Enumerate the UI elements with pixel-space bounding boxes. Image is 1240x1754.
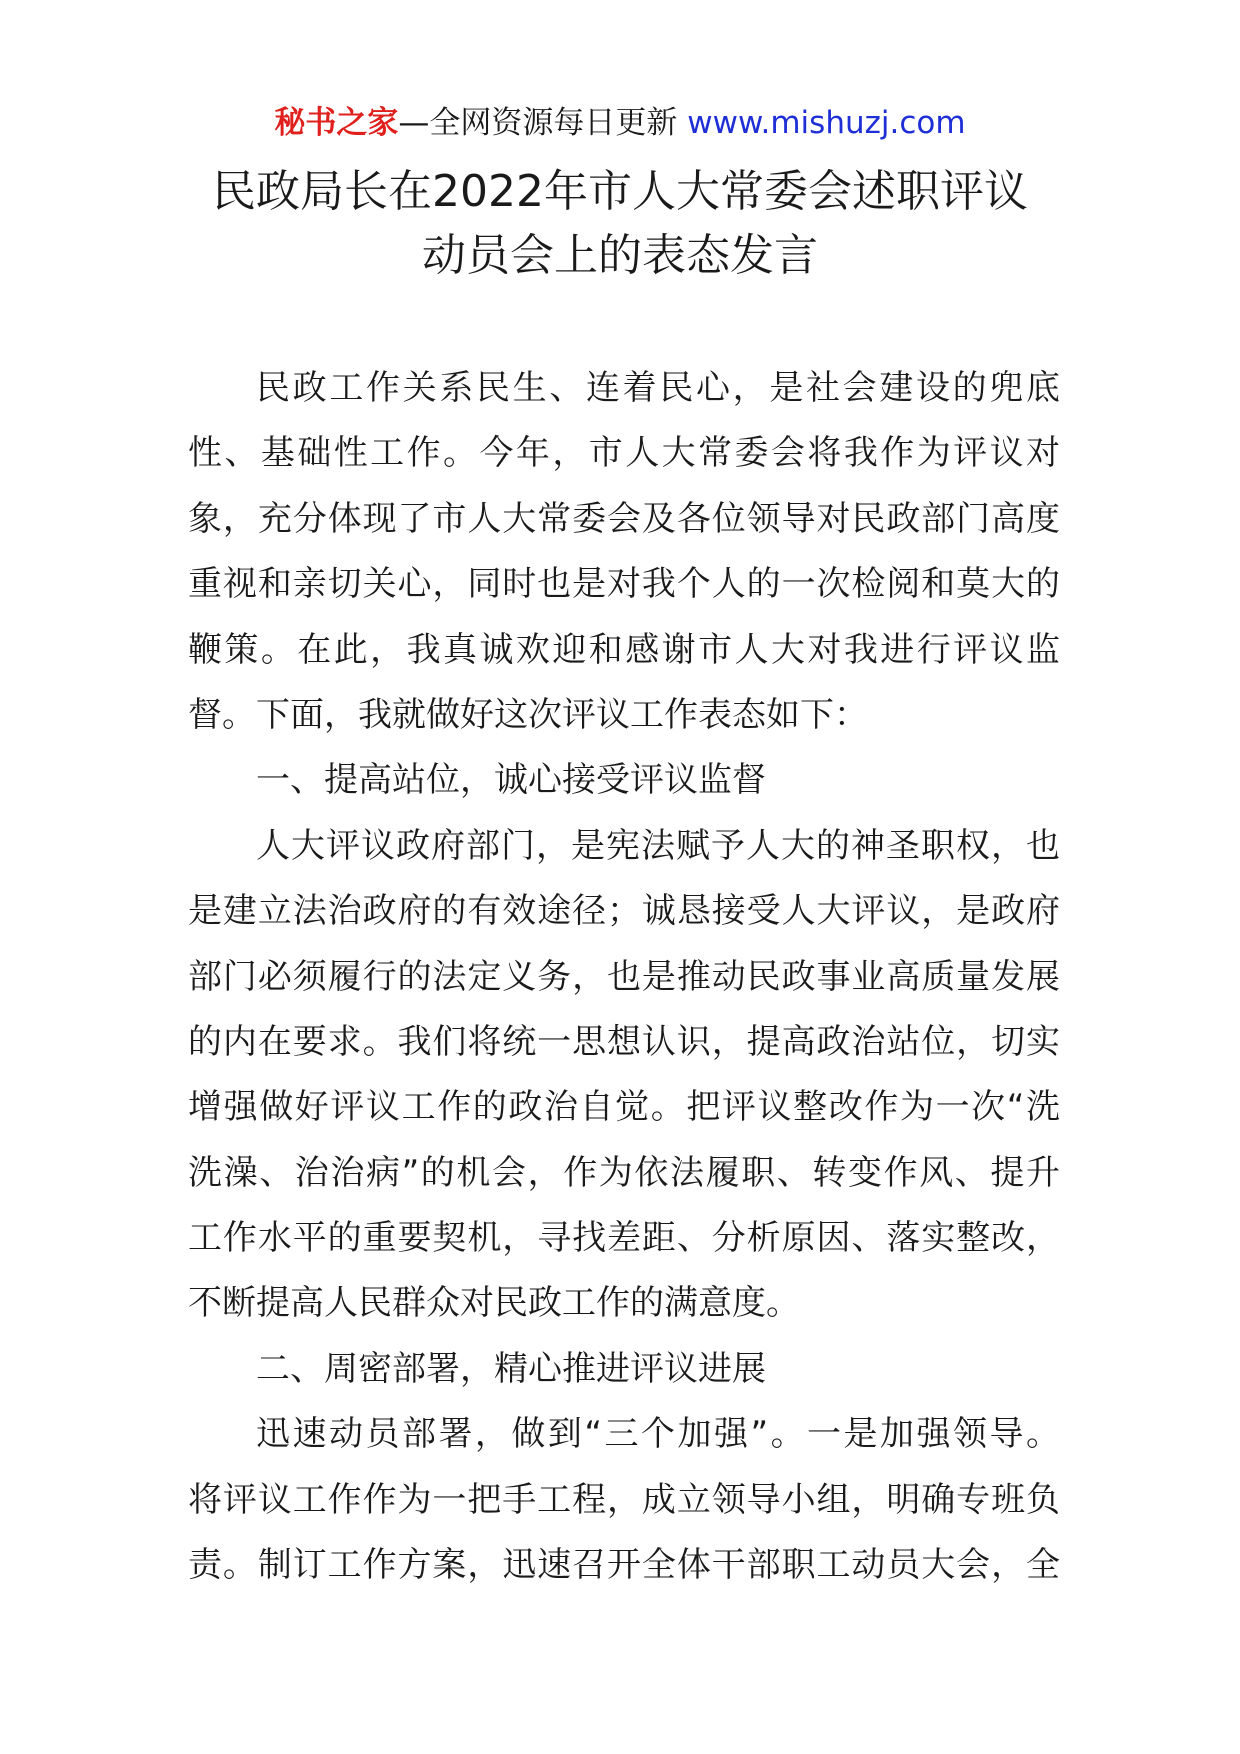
- paragraph-line: 重视和亲切关心，同时也是对我个人的一次检阅和莫大的: [188, 564, 1060, 605]
- site-header: [0, 103, 1240, 143]
- paragraph-line: 责。制订工作方案，迅速召开全体干部职工动员大会，全: [188, 1545, 1060, 1586]
- paragraph-line: 象，充分体现了市人大常委会及各位领导对民政部门高度: [188, 498, 1060, 539]
- document-title: [0, 160, 1240, 288]
- title-line-1: 民政局长在2022年市人大常委会述职评议: [212, 166, 1028, 217]
- paragraph-line: 民政工作关系民生、连着民心，是社会建设的兜底: [256, 368, 1060, 408]
- section-heading: 一、提高站位，诚心接受评议监督: [256, 760, 766, 801]
- paragraph-line: 洗澡、治治病”的机会，作为依法履职、转变作风、提升: [188, 1152, 1060, 1193]
- brand-name: 秘书之家: [274, 105, 399, 141]
- paragraph-line: 增强做好评议工作的政治自觉。把评议整改作为一次“洗: [188, 1087, 1060, 1128]
- paragraph-line: 部门必须履行的法定义务，也是推动民政事业高质量发展: [188, 956, 1060, 997]
- document-body: [188, 356, 1060, 1598]
- site-url[interactable]: www.mishuzj.com: [687, 105, 966, 141]
- paragraph-line: 督。下面，我就做好这次评议工作表态如下：: [188, 694, 868, 735]
- paragraph-line: 不断提高人民群众对民政工作的满意度。: [188, 1283, 800, 1324]
- paragraph-line: 工作水平的重要契机，寻找差距、分析原因、落实整改，: [188, 1218, 1060, 1259]
- section-heading: 二、周密部署，精心推进评议进展: [256, 1348, 766, 1389]
- paragraph-line: 是建立法治政府的有效途径；诚恳接受人大评议，是政府: [188, 891, 1060, 932]
- paragraph-line: 迅速动员部署，做到“三个加强”。一是加强领导。: [256, 1414, 1060, 1455]
- paragraph-line: 人大评议政府部门，是宪法赋予人大的神圣职权，也: [256, 825, 1060, 866]
- paragraph-line: 的内在要求。我们将统一思想认识，提高政治站位，切实: [188, 1021, 1060, 1062]
- paragraph-line: 性、基础性工作。今年，市人大常委会将我作为评议对: [188, 433, 1060, 474]
- paragraph-line: 将评议工作作为一把手工程，成立领导小组，明确专班负: [188, 1479, 1060, 1520]
- header-tagline: —全网资源每日更新: [398, 105, 688, 141]
- title-line-2: 动员会上的表态发言: [422, 230, 818, 281]
- paragraph-line: 鞭策。在此，我真诚欢迎和感谢市人大对我进行评议监: [188, 629, 1060, 670]
